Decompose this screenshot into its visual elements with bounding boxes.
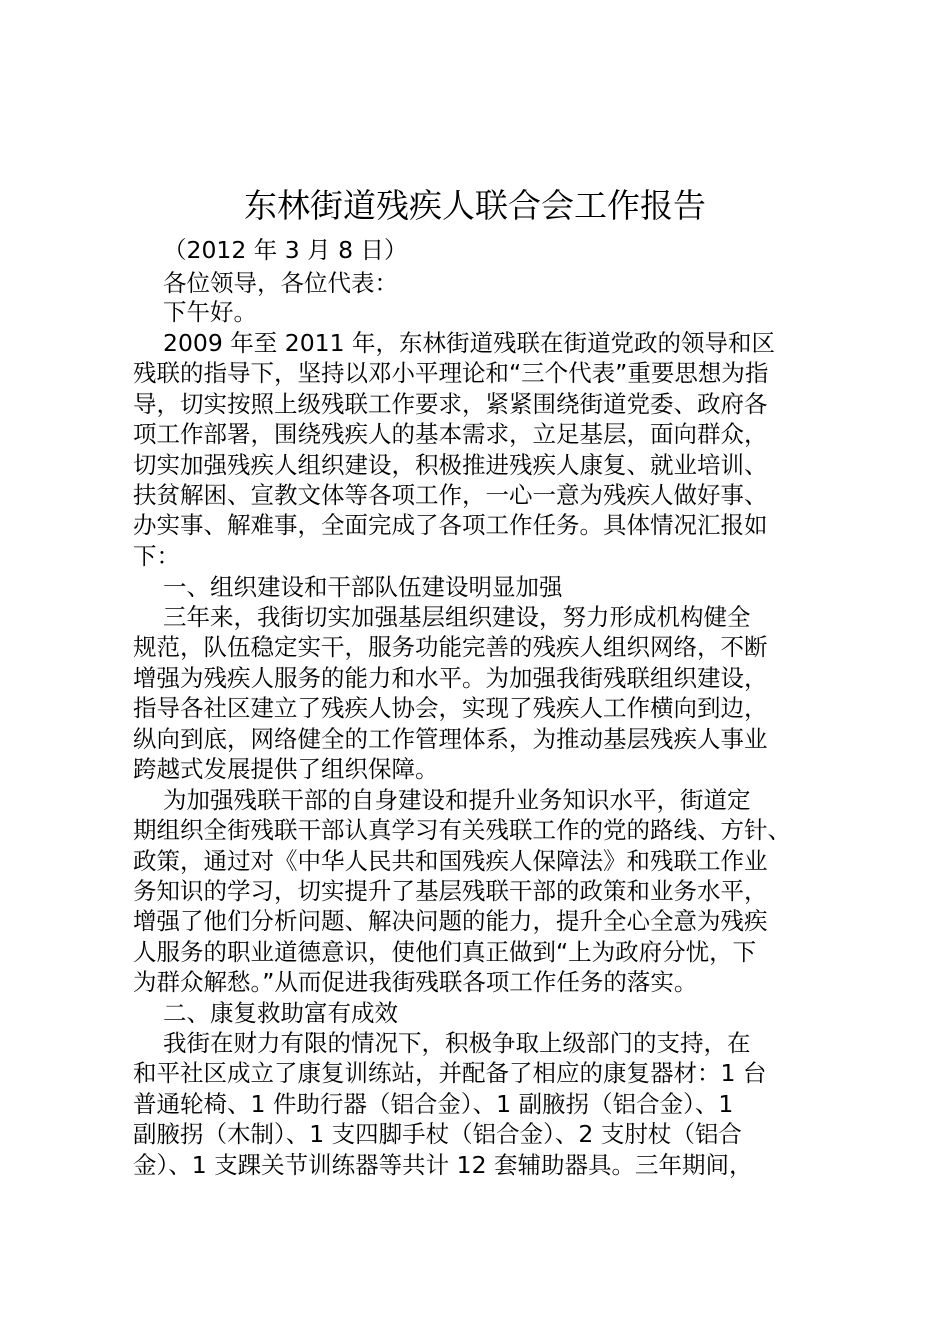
section2-p1-line: 副腋拐（木制）、1 支四脚手杖（铝合金）、2 支肘杖（铝合 (133, 1120, 742, 1148)
section1-p1-line: 规范，队伍稳定实干，服务功能完善的残疾人组织网络，不断 (133, 633, 768, 661)
section2-p1-line: 我街在财力有限的情况下，积极争取上级部门的支持，在 (163, 1029, 751, 1057)
section1-p2-line: 人服务的职业道德意识，使他们真正做到“上为政府分忧，下 (133, 938, 757, 966)
section1-p2-line: 为加强残联干部的自身建设和提升业务知识水平，街道定 (163, 786, 751, 814)
section1-p1-line: 三年来，我街切实加强基层组织建设，努力形成机构健全 (163, 603, 751, 631)
greeting: 下午好。 (163, 298, 257, 326)
section1-p2-line: 期组织全街残联干部认真学习有关残联工作的党的路线、方针、 (133, 816, 791, 844)
section2-heading: 二、康复救助富有成效 (163, 999, 398, 1027)
section2-p1-line: 金）、1 支踝关节训练器等共计 12 套辅助器具。三年期间， (133, 1151, 753, 1179)
section2-p1-line: 和平社区成立了康复训练站，并配备了相应的康复器材：1 台 (133, 1059, 767, 1087)
intro-line: 办实事、解难事，全面完成了各项工作任务。具体情况汇报如 (133, 511, 768, 539)
document-date: （2012 年 3 月 8 日） (163, 236, 408, 264)
document-title: 东林街道残疾人联合会工作报告 (244, 186, 706, 225)
section1-p2-line: 增强了他们分析问题、解决问题的能力，提升全心全意为残疾 (133, 907, 768, 935)
section1-p1-line: 指导各社区建立了残疾人协会，实现了残疾人工作横向到边， (133, 694, 768, 722)
salutation: 各位领导，各位代表： (163, 269, 398, 297)
section2-p1-line: 普通轮椅、1 件助行器（铝合金）、1 副腋拐（铝合金）、1 (133, 1090, 734, 1118)
section1-p1-line: 纵向到底，网络健全的工作管理体系，为推动基层残疾人事业 (133, 725, 768, 753)
section1-p2-line: 务知识的学习，切实提升了基层残联干部的政策和业务水平， (133, 877, 768, 905)
section1-heading: 一、组织建设和干部队伍建设明显加强 (163, 573, 563, 601)
intro-line: 2009 年至 2011 年，东林街道残联在街道党政的领导和区 (163, 329, 776, 357)
section1-p2-line: 为群众解愁。”从而促进我街残联各项工作任务的落实。 (133, 968, 698, 996)
section1-p1-line: 增强为残疾人服务的能力和水平。为加强我街残联组织建设， (133, 664, 768, 692)
intro-line: 导，切实按照上级残联工作要求，紧紧围绕街道党委、政府各 (133, 390, 768, 418)
intro-line: 下： (133, 542, 180, 570)
section1-p2-line: 政策，通过对《中华人民共和国残疾人保障法》和残联工作业 (133, 847, 768, 875)
intro-line: 项工作部署，围绕残疾人的基本需求，立足基层，面向群众， (133, 420, 768, 448)
intro-line: 扶贫解困、宣教文体等各项工作，一心一意为残疾人做好事、 (133, 481, 768, 509)
section1-p1-line: 跨越式发展提供了组织保障。 (133, 755, 439, 783)
intro-line: 切实加强残疾人组织建设，积极推进残疾人康复、就业培训、 (133, 451, 768, 479)
intro-line: 残联的指导下，坚持以邓小平理论和“三个代表”重要思想为指 (133, 359, 769, 387)
